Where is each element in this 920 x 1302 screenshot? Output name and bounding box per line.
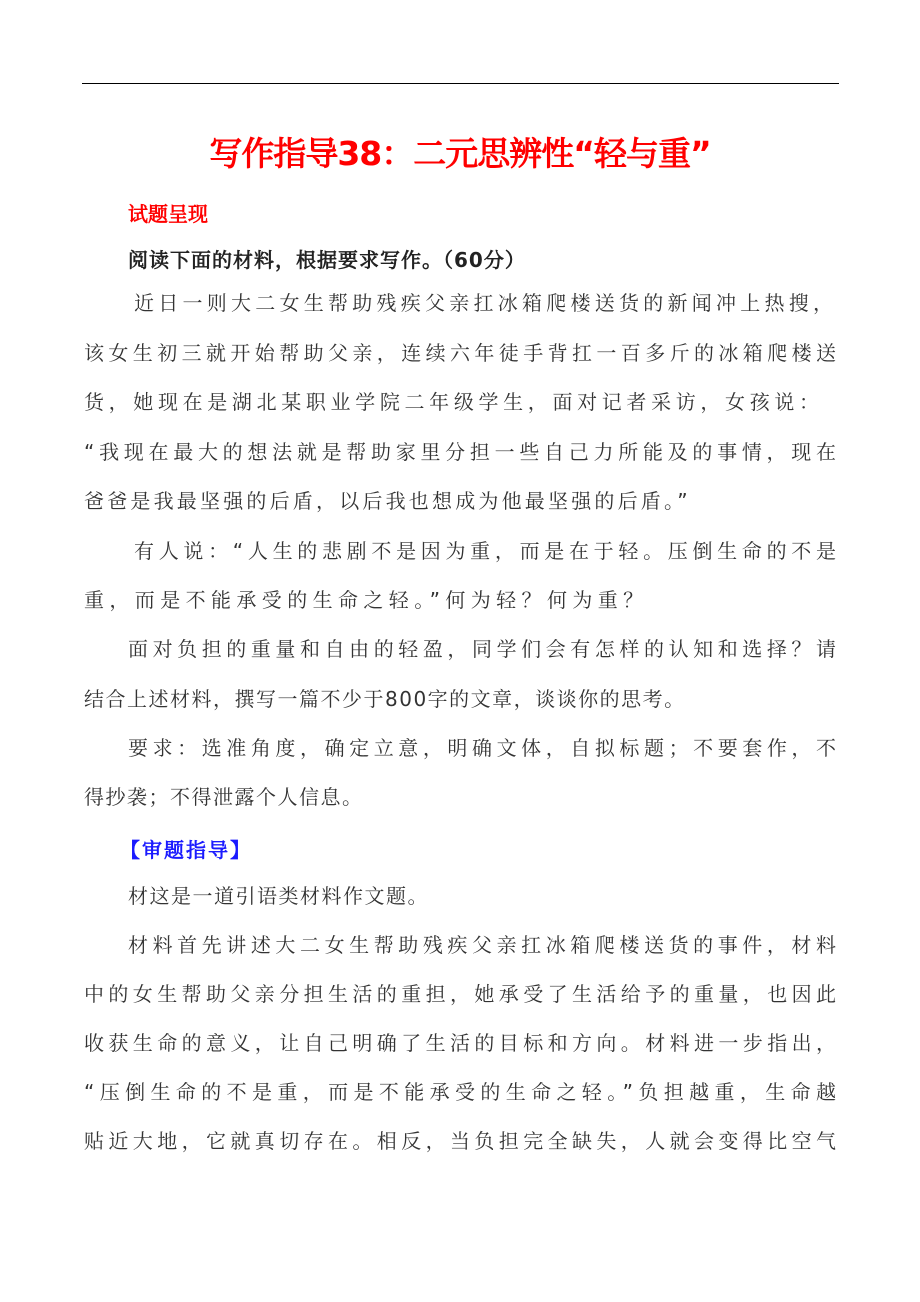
section-heading-question: 试题呈现 (128, 202, 208, 226)
paragraph-line: 近日一则大二女生帮助残疾父亲扛冰箱爬楼送货的新闻冲上热搜， (134, 291, 836, 315)
paragraph-line: 贴近大地，它就真切存在。相反，当负担完全缺失，人就会变得比空气 (84, 1129, 836, 1153)
paragraph-line: 爸爸是我最坚强的后盾，以后我也想成为他最坚强的后盾。” (84, 489, 691, 513)
paragraph-line: 中的女生帮助父亲分担生活的重担，她承受了生活给予的重量，也因此 (84, 982, 836, 1006)
paragraph-line: 面对负担的重量和自由的轻盈，同学们会有怎样的认知和选择？请 (128, 637, 836, 661)
paragraph-line: 得抄袭；不得泄露个人信息。 (84, 785, 364, 809)
paragraph-line: 有人说：“人生的悲剧不是因为重，而是在于轻。压倒生命的不是 (134, 539, 836, 563)
paragraph-line: 重，而是不能承受的生命之轻。”何为轻？何为重？ (84, 588, 649, 612)
paragraph-line: 要求：选准角度，确定立意，明确文体，自拟标题；不要套作，不 (128, 736, 836, 760)
header-rule (82, 83, 839, 84)
paragraph-line: 收获生命的意义，让自己明确了生活的目标和方向。材料进一步指出， (84, 1031, 836, 1055)
paragraph-line: 该女生初三就开始帮助父亲，连续六年徒手背扛一百多斤的冰箱爬楼送 (84, 341, 836, 365)
paragraph-line: “我现在最大的想法就是帮助家里分担一些自己力所能及的事情，现在 (84, 440, 836, 464)
paragraph-line: “压倒生命的不是重，而是不能承受的生命之轻。”负担越重，生命越 (84, 1080, 836, 1104)
section-heading-guide: 【审题指导】 (120, 838, 252, 862)
document-title: 写作指导38：二元思辨性“轻与重” (209, 134, 711, 173)
paragraph-line: 结合上述材料，撰写一篇不少于800字的文章，谈谈你的思考。 (84, 687, 686, 711)
paragraph-line: 材料首先讲述大二女生帮助残疾父亲扛冰箱爬楼送货的事件，材料 (128, 933, 836, 957)
prompt-text: 阅读下面的材料，根据要求写作。（60分） (128, 248, 526, 272)
paragraph-line: 货，她现在是湖北某职业学院二年级学生，面对记者采访，女孩说： (84, 390, 819, 414)
paragraph-line: 材这是一道引语类材料作文题。 (128, 884, 429, 908)
